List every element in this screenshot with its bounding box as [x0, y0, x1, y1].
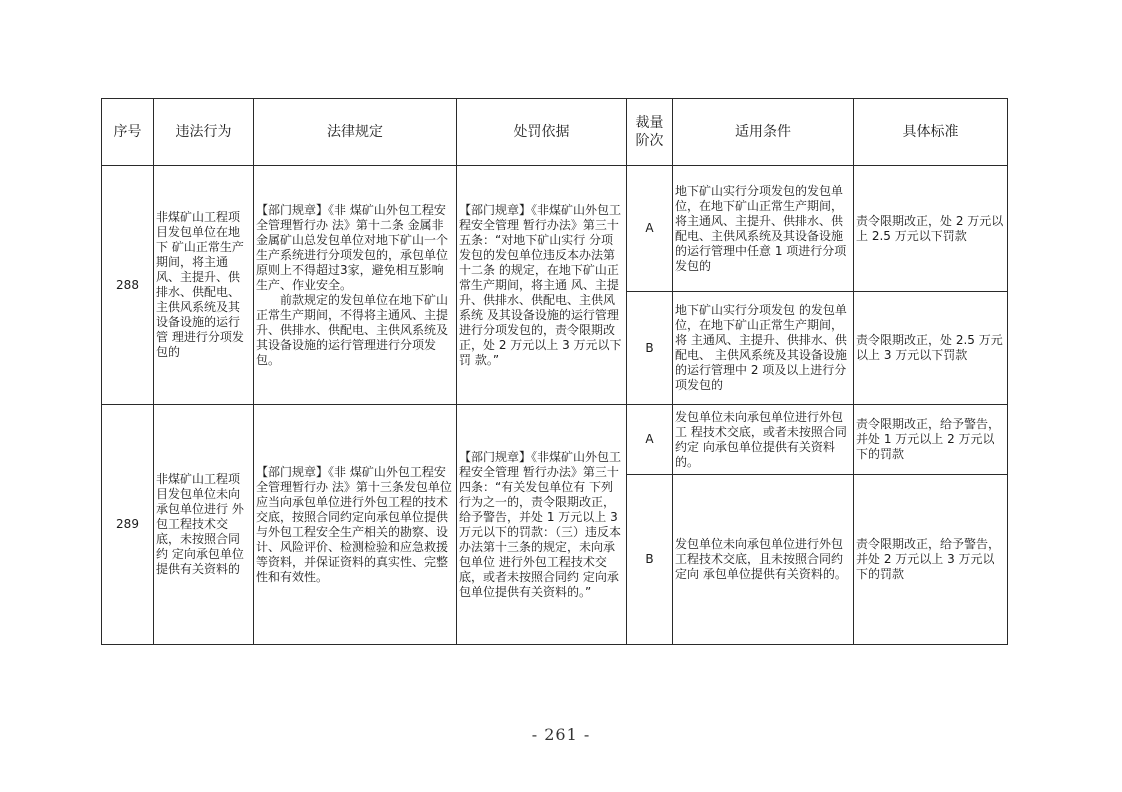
- level-cell: B: [627, 292, 673, 405]
- table-row: [102, 166, 1008, 292]
- penalty-standard-table: [101, 98, 1008, 645]
- header-violation: 违法行为: [154, 99, 254, 166]
- law-paragraph: 前款规定的发包单位在地下矿山正常生产期间，不得将主通风、主提升、供排水、供配电、主供风系统及其设备设施的运行管理进行分项发包。: [256, 292, 449, 367]
- header-law: 法律规定: [254, 99, 457, 166]
- seq-cell: 288: [102, 166, 154, 405]
- standard-cell: 责令限期改正，处 2.5 万元以上 3 万元以下罚款: [854, 292, 1008, 405]
- seq-cell: 289: [102, 405, 154, 645]
- basis-cell: 【部门规章】《非煤矿山外包工程安全管理 暂行办法》第三十四条：“有关发包单位有 下列行为之一的，责令限期改正，给予警告，并处 1 万元以上 3 万元以下的罚款：（三）违反本办法第十三条的规定，未向承包单位 进行外包工程技术交底，或者未按照合同约 定向承包单位提供有关资料的。”: [457, 405, 627, 645]
- condition-cell: 发包单位未向承包单位进行外包工程技术交底，且未按照合同约定向 承包单位提供有关资料的。: [673, 475, 854, 645]
- page-number: - 261 -: [531, 725, 591, 744]
- header-basis: 处罚依据: [457, 99, 627, 166]
- standard-cell: 责令限期改正，给予警告，并处 1 万元以上 2 万元以下的罚款: [854, 405, 1008, 475]
- condition-cell: 地下矿山实行分项发包的发包单位，在地下矿山正常生产期间，将主通风、主提升、供排水、供配电、主供风系统及其设备设施的运行管理中任意 1 项进行分项发包的: [673, 166, 854, 292]
- condition-cell: 发包单位未向承包单位进行外包工 程技术交底，或者未按照合同约定 向承包单位提供有关资料的。: [673, 405, 854, 475]
- violation-cell: 非煤矿山工程项目发包单位在地下 矿山正常生产期间，将主通风、主提升、供排水、供配电、主供风系统及其设备设施的运行管 理进行分项发包的: [154, 166, 254, 405]
- violation-cell: 非煤矿山工程项目发包单位未向承包单位进行 外包工程技术交底，未按照合同约 定向承包单位提供有关资料的: [154, 405, 254, 645]
- header-row: [102, 99, 1008, 166]
- table-row: [102, 405, 1008, 475]
- level-cell: A: [627, 166, 673, 292]
- standard-cell: 责令限期改正，处 2 万元以上 2.5 万元以下罚款: [854, 166, 1008, 292]
- standard-cell: 责令限期改正，给予警告，并处 2 万元以上 3 万元以下的罚款: [854, 475, 1008, 645]
- basis-cell: 【部门规章】《非煤矿山外包工程安全管理 暂行办法》第三十五条：“对地下矿山实行 分项发包的发包单位违反本办法第十二条 的规定，在地下矿山正常生产期间，将主通 风、主提升、供排水、供配电、主供风系统 及其设备设施的运行管理进行分项发包的，责令限期改正，处 2 万元以上 3 万元以下罚 款。”: [457, 166, 627, 405]
- level-cell: A: [627, 405, 673, 475]
- level-cell: B: [627, 475, 673, 645]
- header-condition: 适用条件: [673, 99, 854, 166]
- law-cell: 【部门规章】《非 煤矿山外包工程安全管理暂行办 法》第十三条发包单位应当向承包单位进行外包工程的技术交底，按照合同约定向承包单位提供与外包工程安全生产相关的勘察、设计、风险评价、检测检验和应急救援等资料，并保证资料的真实性、完整性和有效性。: [254, 405, 457, 645]
- header-seq: 序号: [102, 99, 154, 166]
- law-paragraph: 【部门规章】《非 煤矿山外包工程安全管理暂行办 法》第十二条 金属非金属矿山总发包单位对地下矿山一个生产系统进行分项发包的，承包单位原则上不得超过3家，避免相互影响生产、作业安全。: [256, 202, 449, 292]
- header-level: 裁量阶次: [627, 99, 673, 166]
- header-standard: 具体标准: [854, 99, 1008, 166]
- law-cell: [254, 166, 457, 405]
- condition-cell: 地下矿山实行分项发包 的发包单位，在地下矿山正常生产期间，将 主通风、主提升、供排水、供配电、 主供风系统及其设备设施的运行管理中 2 项及以上进行分项发包的: [673, 292, 854, 405]
